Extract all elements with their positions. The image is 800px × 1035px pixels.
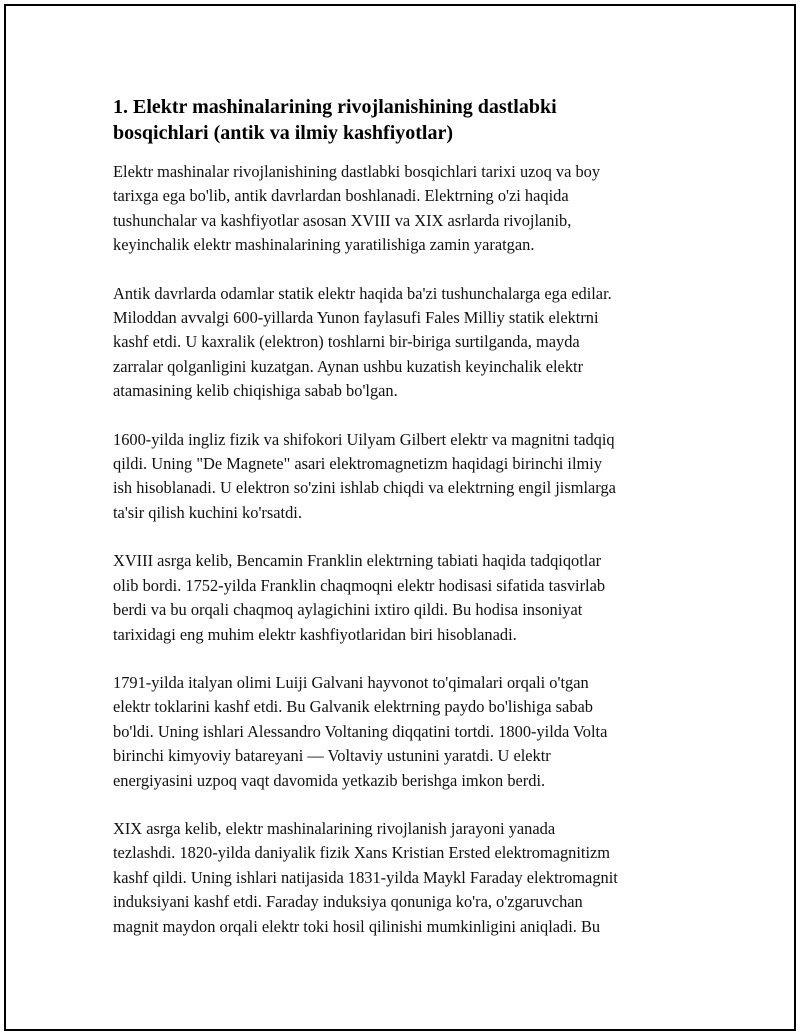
paragraph-xix: [113, 817, 693, 939]
paragraph-galvani: [113, 671, 693, 793]
paragraph-intro: [113, 160, 693, 258]
text-line: atamasining kelib chiqishiga sabab bo'lgan.: [113, 381, 398, 401]
text-line: XVIII asrga kelib, Bencamin Franklin elektrning tabiati haqida tadqiqotlar: [113, 551, 602, 571]
text-line: kashf etdi. U kaxralik (elektron) toshlarni bir-biriga surtilganda, mayda: [113, 332, 580, 352]
text-line: magnit maydon orqali elektr toki hosil qilinishi mumkinligini aniqladi. Bu: [113, 916, 601, 936]
text-line: birinchi kimyoviy batareyani — Voltaviy ustunini yaratdi. U elektr: [113, 746, 551, 766]
text-line: tarixga ega bo'lib, antik davrlardan boshlanadi. Elektrning o'zi haqida: [113, 186, 569, 206]
document-body: [113, 94, 693, 963]
heading-line: 1. Elektr mashinalarining rivojlanishining dastlabki: [113, 96, 557, 118]
text-line: induksiyani kashf etdi. Faraday induksiya qonuniga ko'ra, o'zgaruvchan: [113, 892, 583, 912]
text-line: Antik davrlarda odamlar statik elektr haqida ba'zi tushunchalarga ega edilar.: [113, 283, 612, 303]
text-line: elektr toklarini kashf etdi. Bu Galvanik elektrning paydo bo'lishiga sabab: [113, 697, 593, 717]
text-line: zarralar qolganligini kuzatgan. Aynan ushbu kuzatish keyinchalik elektr: [113, 356, 584, 376]
text-line: XIX asrga kelib, elektr mashinalarining rivojlanish jarayoni yanada: [113, 818, 556, 838]
text-line: 1791-yilda italyan olimi Luiji Galvani hayvonot to'qimalari orqali o'tgan: [113, 672, 589, 692]
text-line: tarixidagi eng muhim elektr kashfiyotlaridan biri hisoblanadi.: [113, 624, 517, 644]
text-line: keyinchalik elektr mashinalarining yaratilishiga zamin yaratgan.: [113, 235, 535, 255]
section-heading: [113, 94, 693, 146]
heading-line: bosqichlari (antik va ilmiy kashfiyotlar): [113, 122, 454, 144]
text-line: ish hisoblanadi. U elektron so'zini ishlab chiqdi va elektrning engil jismlarga: [113, 478, 616, 498]
text-line: Elektr mashinalar rivojlanishining dastlabki bosqichlari tarixi uzoq va boy: [113, 162, 601, 181]
text-line: bo'ldi. Uning ishlari Alessandro Voltaning diqqatini tortdi. 1800-yilda Volta: [113, 721, 608, 741]
text-line: olib bordi. 1752-yilda Franklin chaqmoqni elektr hodisasi sifatida tasvirlab: [113, 575, 606, 595]
text-line: 1600-yilda ingliz fizik va shifokori Uilyam Gilbert elektr va magnitni tadqiq: [113, 429, 615, 449]
text-line: qildi. Uning "De Magnete" asari elektromagnetizm haqidagi birinchi ilmiy: [113, 454, 603, 474]
text-line: ta'sir qilish kuchini ko'rsatdi.: [113, 502, 302, 522]
text-line: Miloddan avvalgi 600-yillarda Yunon faylasufi Fales Milliy statik elektrni: [113, 308, 599, 328]
paragraph-antik: [113, 282, 693, 404]
text-line: berdi va bu orqali chaqmoq aylagichini ixtiro qildi. Bu hodisa insoniyat: [113, 600, 583, 620]
text-line: tushunchalar va kashfiyotlar asosan XVIII va XIX asrlarda rivojlanib,: [113, 210, 572, 230]
paragraph-gilbert: [113, 428, 693, 526]
text-line: tezlashdi. 1820-yilda daniyalik fizik Xans Kristian Ersted elektromagnitizm: [113, 843, 611, 863]
text-line: kashf qildi. Uning ishlari natijasida 1831-yilda Maykl Faraday elektromagnit: [113, 867, 618, 887]
text-line: energiyasini uzpoq vaqt davomida yetkazib berishga imkon berdi.: [113, 770, 546, 790]
paragraph-franklin: [113, 549, 693, 647]
